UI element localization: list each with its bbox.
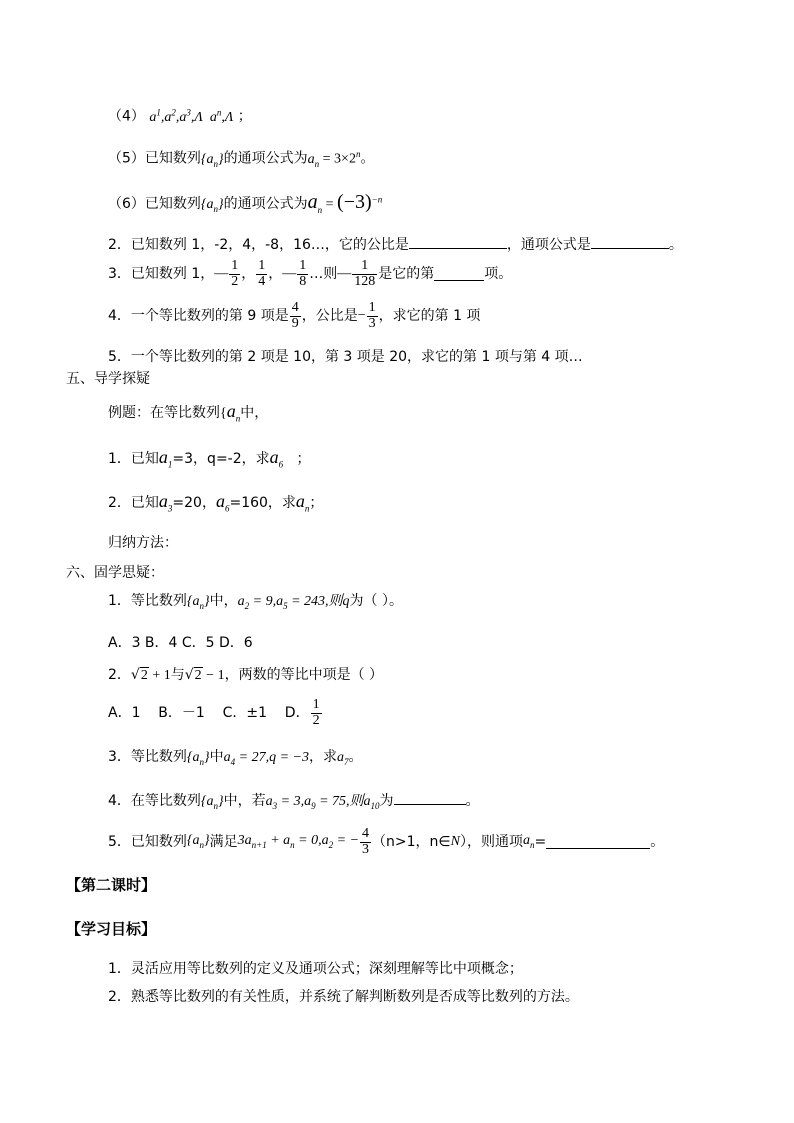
fraction: $\frac{4}{9}$ [291, 299, 299, 331]
answer-blank[interactable] [434, 268, 484, 281]
lesson-heading: 【第二课时】 [66, 876, 157, 894]
answer-blank[interactable] [409, 236, 507, 249]
formula-an-neg3: $a_n$ [307, 191, 323, 215]
answer-blank[interactable] [394, 792, 466, 805]
item-5: （5）已知数列$\{a_n\}$的通项公式为$a_n = 3\times 2^n$。 [108, 149, 375, 169]
example-intro: 例题：在等比数列{$a_n$中， [108, 401, 269, 424]
exercise-5: 5．已知数列 $\{a_n\}$ 满足 $3a_{n+1} + a_n = 0,a_2$ = − $\frac{4}{3}$ （n>1，n∈ N ），则通项 $a_n$ = 。 [108, 825, 665, 857]
item-6: （6）已知数列$\{a_n\}$的通项公式为$a_n = (-3)^{-n}$ [108, 191, 383, 215]
goal-1: 1．灵活应用等比数列的定义及通项公式；深刻理解等比中项概念； [108, 961, 523, 977]
formula-an: $a_n$ [307, 151, 320, 169]
goals-heading: 【学习目标】 [66, 920, 157, 938]
question-3: 3．已知数列 1， — $\frac{1}{2}$ ， $\frac{1}{4}$ ， — $\frac{1}{8}$ …则 — $\frac{1}{128}$ 是它的第 项。 [108, 257, 513, 289]
section-heading: 六、固学思疑： [66, 565, 164, 581]
answer-blank[interactable] [546, 836, 650, 849]
fraction: $\frac{1}{128}$ [354, 257, 376, 289]
exercise-2-options: A．1 B．－1 C．±1 D． $\frac{1}{2}$ [108, 696, 320, 728]
answer-blank[interactable] [591, 236, 669, 249]
exercise-3: 3．等比数列$\{a_n\}$中$a_4 = 27,q = -3$，求$a_7$。 [108, 749, 363, 767]
sequence-symbol: $\{a_n\}$ [200, 151, 224, 169]
example-1: 1．已知$a_1=3$，q=-2，求$a_6$ ； [108, 447, 311, 470]
exercise-1-options: A．3 B．4 C．5 D．6 [108, 635, 253, 651]
goal-2: 2．熟悉等比数列的有关性质，并系统了解判断数列是否成等比数列的方法。 [108, 989, 579, 1005]
question-4: 4．一个等比数列的第 9 项是 $\frac{4}{9}$ ，公比是 − $\frac{1}{3}$ ，求它的第 1 项 [108, 299, 481, 331]
sequence-powers: $a^1,a^2,a^3,\Lambda$ $a^n,\Lambda$ [149, 107, 234, 125]
fraction: $\frac{4}{3}$ [362, 825, 370, 857]
question-2: 2．已知数列 1，-2，4，-8，16…，它的公比是 ，通项公式是 。 [108, 237, 683, 253]
question-5: 5．一个等比数列的第 2 项是 10，第 3 项是 20，求它的第 1 项与第 4 项… [108, 349, 583, 365]
fraction: $\frac{1}{3}$ [368, 299, 376, 331]
summary-method: 归纳方法： [108, 535, 178, 551]
fraction: $\frac{1}{2}$ [312, 696, 320, 728]
example-2: 2．已知$a_3=20$，$a_6=160$，求$a_n$； [108, 491, 324, 514]
item-4: （4） $a^1,a^2,a^3,\Lambda$ $a^n,\Lambda$ ； [108, 107, 252, 125]
section-heading: 五、导学探疑 [66, 371, 150, 387]
fraction: $\frac{1}{2}$ [231, 257, 239, 289]
exercise-4: 4．在等比数列$\{a_n\}$中，若$a_3 = 3,a_9 = 75$,则$a_{10}$为 。 [108, 793, 480, 811]
fraction: $\frac{1}{8}$ [299, 257, 307, 289]
exercise-1: 1．等比数列$\{a_n\}$中，$a_2 = 9,a_5 = 243$,则q为（ ）。 [108, 593, 403, 611]
exercise-2: 2．√2 + 1与√2 − 1，两数的等比中项是（ ） [108, 667, 384, 683]
fraction: $\frac{1}{4}$ [258, 257, 266, 289]
